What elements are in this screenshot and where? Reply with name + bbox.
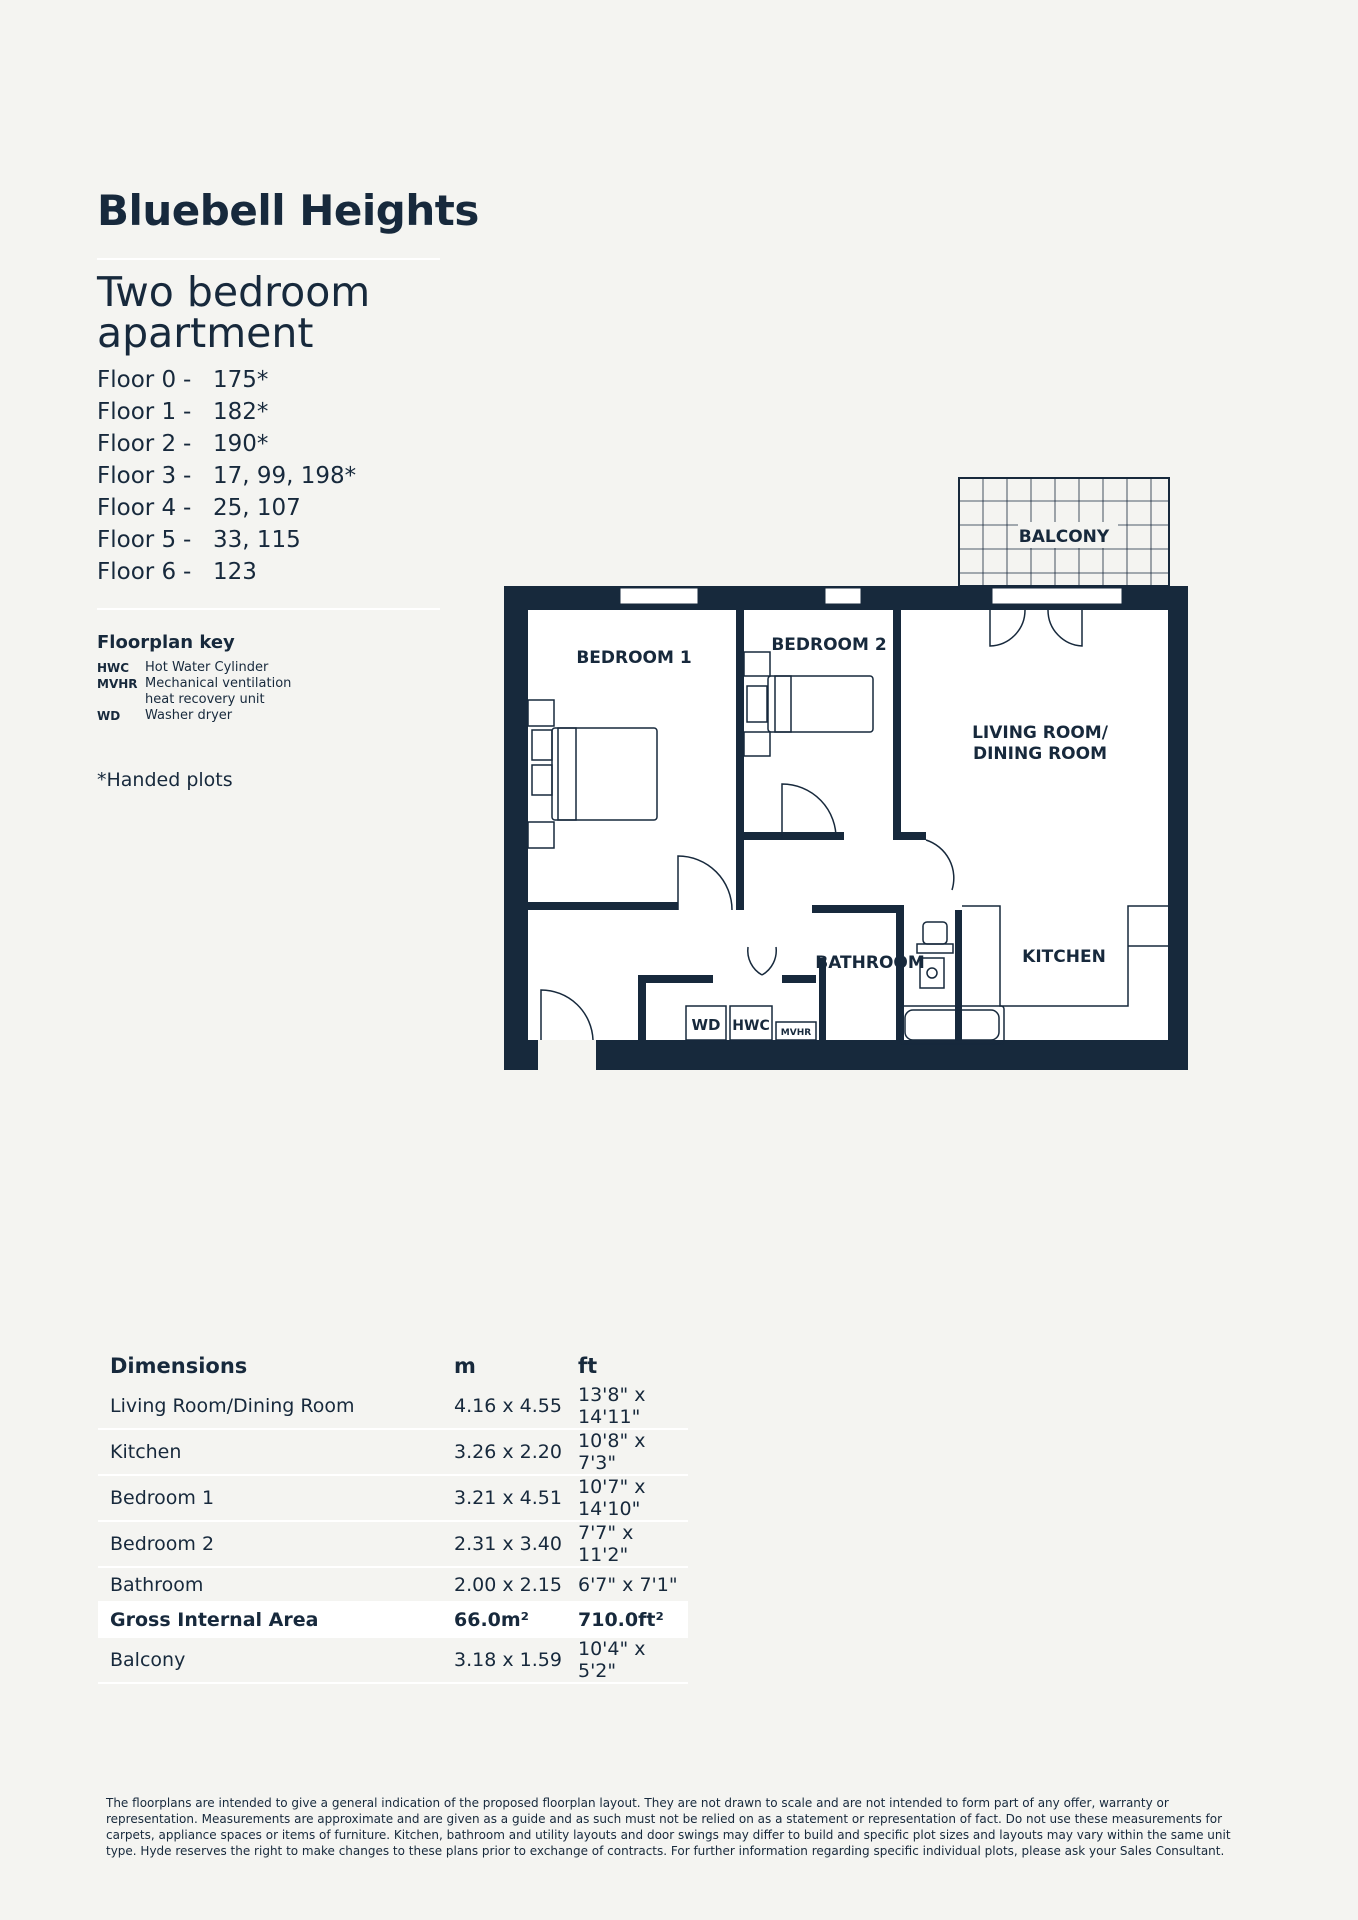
floorplan-drawing: [500, 470, 1200, 1080]
floor-plots-list: [97, 364, 356, 588]
room-feet: 13'8" x 14'11": [566, 1384, 688, 1429]
room-metres: 3.21 x 4.51: [442, 1475, 566, 1521]
room-metres: 3.26 x 2.20: [442, 1429, 566, 1475]
floor-plots: 123: [213, 559, 257, 585]
bedroom-2-label: BEDROOM 2: [771, 635, 887, 655]
disclaimer-text: The floorplans are intended to give a general indication of the proposed floorplan layout. They are not drawn to scale and are not intended to form part of any offer, warranty or representation. Measurements are approximate and are given as a guide and as such must not be relied on as a statement or representation of fact. Do not use these measurements for carpets, appliance spaces or items of furniture. Kitchen, bathroom and utility layouts and door swings may differ to build and specific plot sizes and layouts may vary within the same unit type. Hyde reserves the right to make changes to these plans prior to exchange of contracts. For further information regarding specific individual plots, please ask your Sales Consultant.: [106, 1796, 1231, 1858]
floor-separator: -: [183, 431, 192, 457]
floor-plots: 175*: [213, 367, 269, 393]
dimensions-header-row: [98, 1348, 688, 1384]
table-row: [98, 1521, 688, 1567]
unit-type-heading: Two bedroom apartment: [97, 268, 371, 357]
table-row: [98, 1475, 688, 1521]
key-desc: Washer dryer: [145, 708, 233, 723]
key-item: [97, 708, 315, 724]
floor-label: Floor 6: [97, 559, 177, 585]
room-feet: 10'4" x 5'2": [566, 1637, 688, 1683]
room-feet: 10'8" x 7'3": [566, 1429, 688, 1475]
feet-header: ft: [578, 1354, 598, 1378]
handed-plots-note: *Handed plots: [97, 769, 233, 791]
floor-separator: -: [183, 559, 192, 585]
floor-separator: -: [183, 495, 192, 521]
gia-feet: 710.0ft²: [566, 1602, 688, 1637]
room-name: Bedroom 2: [98, 1521, 442, 1567]
room-name: Balcony: [98, 1637, 442, 1683]
floor-item: [97, 364, 356, 396]
key-abbr: WD: [97, 709, 121, 723]
interior-floor: [528, 610, 1168, 1040]
floor-label: Floor 0: [97, 367, 177, 393]
room-metres: 4.16 x 4.55: [442, 1384, 566, 1429]
key-desc: Mechanical ventilation heat recovery unit: [145, 676, 292, 707]
table-row: [98, 1384, 688, 1429]
floor-label: Floor 5: [97, 527, 177, 553]
floor-label: Floor 4: [97, 495, 177, 521]
balcony-label: BALCONY: [1018, 527, 1110, 547]
floor-plots: 190*: [213, 431, 269, 457]
room-name: Bathroom: [98, 1567, 442, 1602]
floor-separator: -: [183, 367, 192, 393]
balcony: [959, 478, 1169, 586]
table-row: [98, 1567, 688, 1602]
room-name: Bedroom 1: [98, 1475, 442, 1521]
floor-item: [97, 492, 356, 524]
room-feet: 10'7" x 14'10": [566, 1475, 688, 1521]
room-name: Living Room/Dining Room: [98, 1384, 442, 1429]
floor-label: Floor 3: [97, 463, 177, 489]
gross-internal-area-row: [98, 1602, 688, 1637]
metres-header: m: [454, 1354, 476, 1378]
floor-plots: 33, 115: [213, 527, 301, 553]
key-item: [97, 660, 315, 676]
key-item: [97, 676, 315, 708]
floor-plots: 182*: [213, 399, 269, 425]
divider: [97, 258, 440, 260]
floor-item: [97, 556, 356, 588]
floor-separator: -: [183, 527, 192, 553]
floor-item: [97, 396, 356, 428]
floor-label: Floor 1: [97, 399, 177, 425]
kitchen-label: KITCHEN: [1022, 947, 1106, 967]
bathroom-label: BATHROOM: [815, 953, 925, 973]
floor-plots: 25, 107: [213, 495, 301, 521]
floor-item: [97, 524, 356, 556]
dining-room-label: DINING ROOM: [973, 744, 1107, 764]
key-desc: Hot Water Cylinder: [145, 660, 269, 675]
divider: [97, 608, 440, 610]
floor-separator: -: [183, 399, 192, 425]
room-metres: 2.31 x 3.40: [442, 1521, 566, 1567]
table-row: [98, 1429, 688, 1475]
living-room-label: LIVING ROOM/: [972, 723, 1108, 743]
hwc-label: HWC: [732, 1018, 770, 1034]
gia-label: Gross Internal Area: [98, 1602, 442, 1637]
development-title: Bluebell Heights: [97, 186, 479, 235]
dimensions-header: Dimensions: [110, 1354, 248, 1378]
room-name: Kitchen: [98, 1429, 442, 1475]
gia-metres: 66.0m²: [442, 1602, 566, 1637]
balcony-row: [98, 1637, 688, 1683]
floor-plots: 17, 99, 198*: [213, 463, 357, 489]
room-metres: 2.00 x 2.15: [442, 1567, 566, 1602]
room-feet: 7'7" x 11'2": [566, 1521, 688, 1567]
entrance-gap: [538, 1040, 596, 1072]
key-abbr: MVHR: [97, 677, 138, 691]
wd-label: WD: [691, 1016, 721, 1034]
floor-separator: -: [183, 463, 192, 489]
floorplan-key-title: Floorplan key: [97, 632, 235, 653]
room-feet: 6'7" x 7'1": [566, 1567, 688, 1602]
floor-item: [97, 460, 356, 492]
bedroom-1-label: BEDROOM 1: [576, 648, 692, 668]
floorplan-key-list: [97, 660, 315, 724]
key-abbr: HWC: [97, 661, 130, 675]
floor-item: [97, 428, 356, 460]
dimensions-table: [98, 1348, 688, 1684]
floor-label: Floor 2: [97, 431, 177, 457]
room-metres: 3.18 x 1.59: [442, 1637, 566, 1683]
mvhr-label: MVHR: [780, 1028, 812, 1038]
